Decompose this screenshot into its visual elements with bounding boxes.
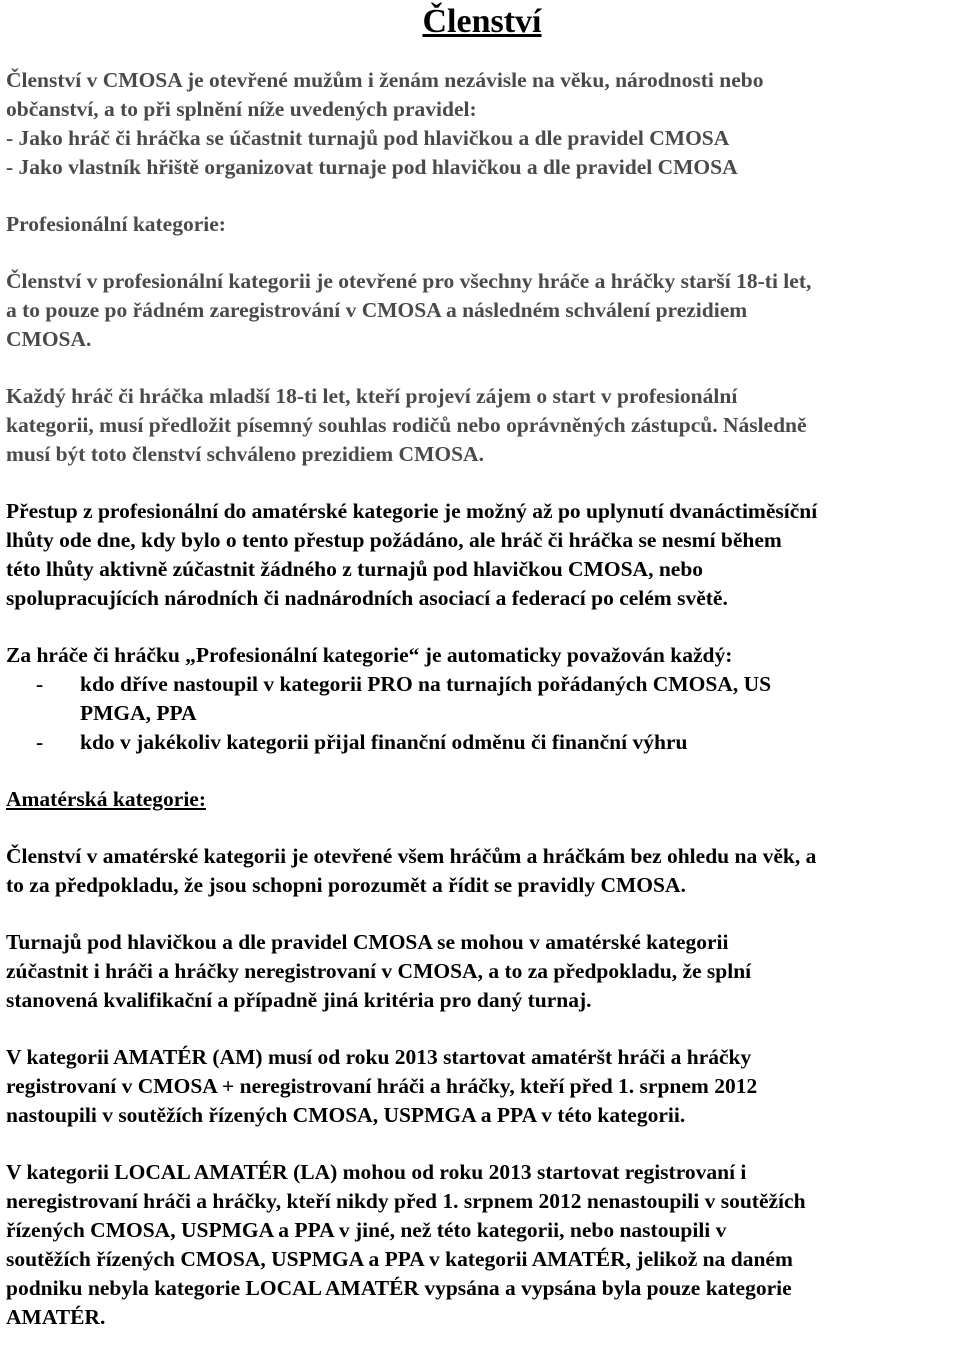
text-line: Každý hráč či hráčka mladší 18-ti let, kteří projeví zájem o start v profesionální	[6, 384, 738, 408]
text-line: Přestup z profesionální do amatérské kategorie je možný až po uplynutí dvanáctiměsíční	[6, 499, 818, 523]
text-line: stanovená kvalifikační a případně jiná kritéria pro daný turnaj.	[6, 988, 592, 1012]
text-line: Turnajů pod hlavičkou a dle pravidel CMOSA se mohou v amatérské kategorii	[6, 930, 729, 954]
text-line: V kategorii LOCAL AMATÉR (LA) mohou od roku 2013 startovat registrovaní i	[6, 1160, 747, 1184]
text-line: zúčastnit i hráči a hráčky neregistrovaní v CMOSA, a to za předpokladu, že splní	[6, 959, 752, 983]
text-line: této lhůty aktivně zúčastnit žádného z turnajů pod hlavičkou CMOSA, nebo	[6, 557, 704, 581]
text-line: řízených CMOSA, USPMGA a PPA v jiné, než této kategorii, nebo nastoupili v	[6, 1218, 727, 1242]
text-line: CMOSA.	[6, 327, 92, 351]
text-line: podniku nebyla kategorie LOCAL AMATÉR vypsána a vypsána byla pouze kategorie	[6, 1276, 792, 1300]
bullet-dash: -	[36, 730, 44, 754]
text-line: Členství v profesionální kategorii je otevřené pro všechny hráče a hráčky starší 18-ti let,	[6, 269, 812, 293]
text-line: soutěžích řízených CMOSA, USPMGA a PPA v kategorii AMATÉR, jelikož na daném	[6, 1247, 793, 1271]
text-line: - Jako hráč či hráčka se účastnit turnajů pod hlavičkou a dle pravidel CMOSA	[6, 126, 730, 150]
text-line: kategorii, musí předložit písemný souhlas rodičů nebo oprávněných zástupců. Následně	[6, 413, 807, 437]
text-line: musí být toto členství schváleno prezidiem CMOSA.	[6, 442, 484, 466]
text-line: spolupracujících národních či nadnárodních asociací a federací po celém světě.	[6, 586, 728, 610]
pro-definition-lead: Za hráče či hráčku „Profesionální kategorie“ je automaticky považován každý:	[6, 643, 733, 667]
document-page	[6, 0, 958, 1332]
pro-definition-list	[6, 670, 958, 757]
intro-paragraph	[6, 66, 958, 182]
professional-paragraph-2	[6, 382, 958, 469]
text-line: to za předpokladu, že jsou schopni porozumět a řídit se pravidly CMOSA.	[6, 873, 686, 897]
text-line: Členství v CMOSA je otevřené mužům i ženám nezávisle na věku, národnosti nebo	[6, 68, 764, 92]
text-line: AMATÉR.	[6, 1305, 106, 1329]
text-line: registrovaní v CMOSA + neregistrovaní hráči a hráčky, kteří před 1. srpnem 2012	[6, 1074, 758, 1098]
professional-paragraph-1	[6, 267, 958, 354]
list-item	[6, 670, 958, 728]
bullet-dash: -	[36, 672, 44, 696]
text-line: - Jako vlastník hřiště organizovat turnaje pod hlavičkou a dle pravidel CMOSA	[6, 155, 738, 179]
amateur-paragraph-3	[6, 1043, 958, 1130]
text-line: Členství v amatérské kategorii je otevřené všem hráčům a hráčkám bez ohledu na věk, a	[6, 844, 817, 868]
transfer-paragraph	[6, 497, 958, 613]
text-line: lhůty ode dne, kdy bylo o tento přestup požádáno, ale hráč či hráčka se nesmí během	[6, 528, 782, 552]
text-line: kdo dříve nastoupil v kategorii PRO na turnajích pořádaných CMOSA, US	[80, 672, 772, 696]
text-line: a to pouze po řádném zaregistrování v CMOSA a následném schválení prezidiem	[6, 298, 748, 322]
text-line: nastoupili v soutěžích řízených CMOSA, USPMGA a PPA v této kategorii.	[6, 1103, 686, 1127]
text-line: kdo v jakékoliv kategorii přijal finanční odměnu či finanční výhru	[80, 730, 688, 754]
professional-heading: Profesionální kategorie:	[6, 212, 226, 236]
text-line: PMGA, PPA	[80, 701, 197, 725]
amateur-paragraph-2	[6, 928, 958, 1015]
list-item	[6, 728, 958, 757]
text-line: neregistrovaní hráči a hráčky, kteří nikdy před 1. srpnem 2012 nenastoupili v soutěžích	[6, 1189, 806, 1213]
amateur-paragraph-4	[6, 1158, 958, 1332]
text-line: občanství, a to při splnění níže uvedených pravidel:	[6, 97, 477, 121]
amateur-paragraph-1	[6, 842, 958, 900]
amateur-heading: Amatérská kategorie:	[6, 787, 207, 811]
page-title: Členství	[422, 3, 542, 40]
text-line: V kategorii AMATÉR (AM) musí od roku 2013 startovat amatéršt hráči a hráčky	[6, 1045, 752, 1069]
